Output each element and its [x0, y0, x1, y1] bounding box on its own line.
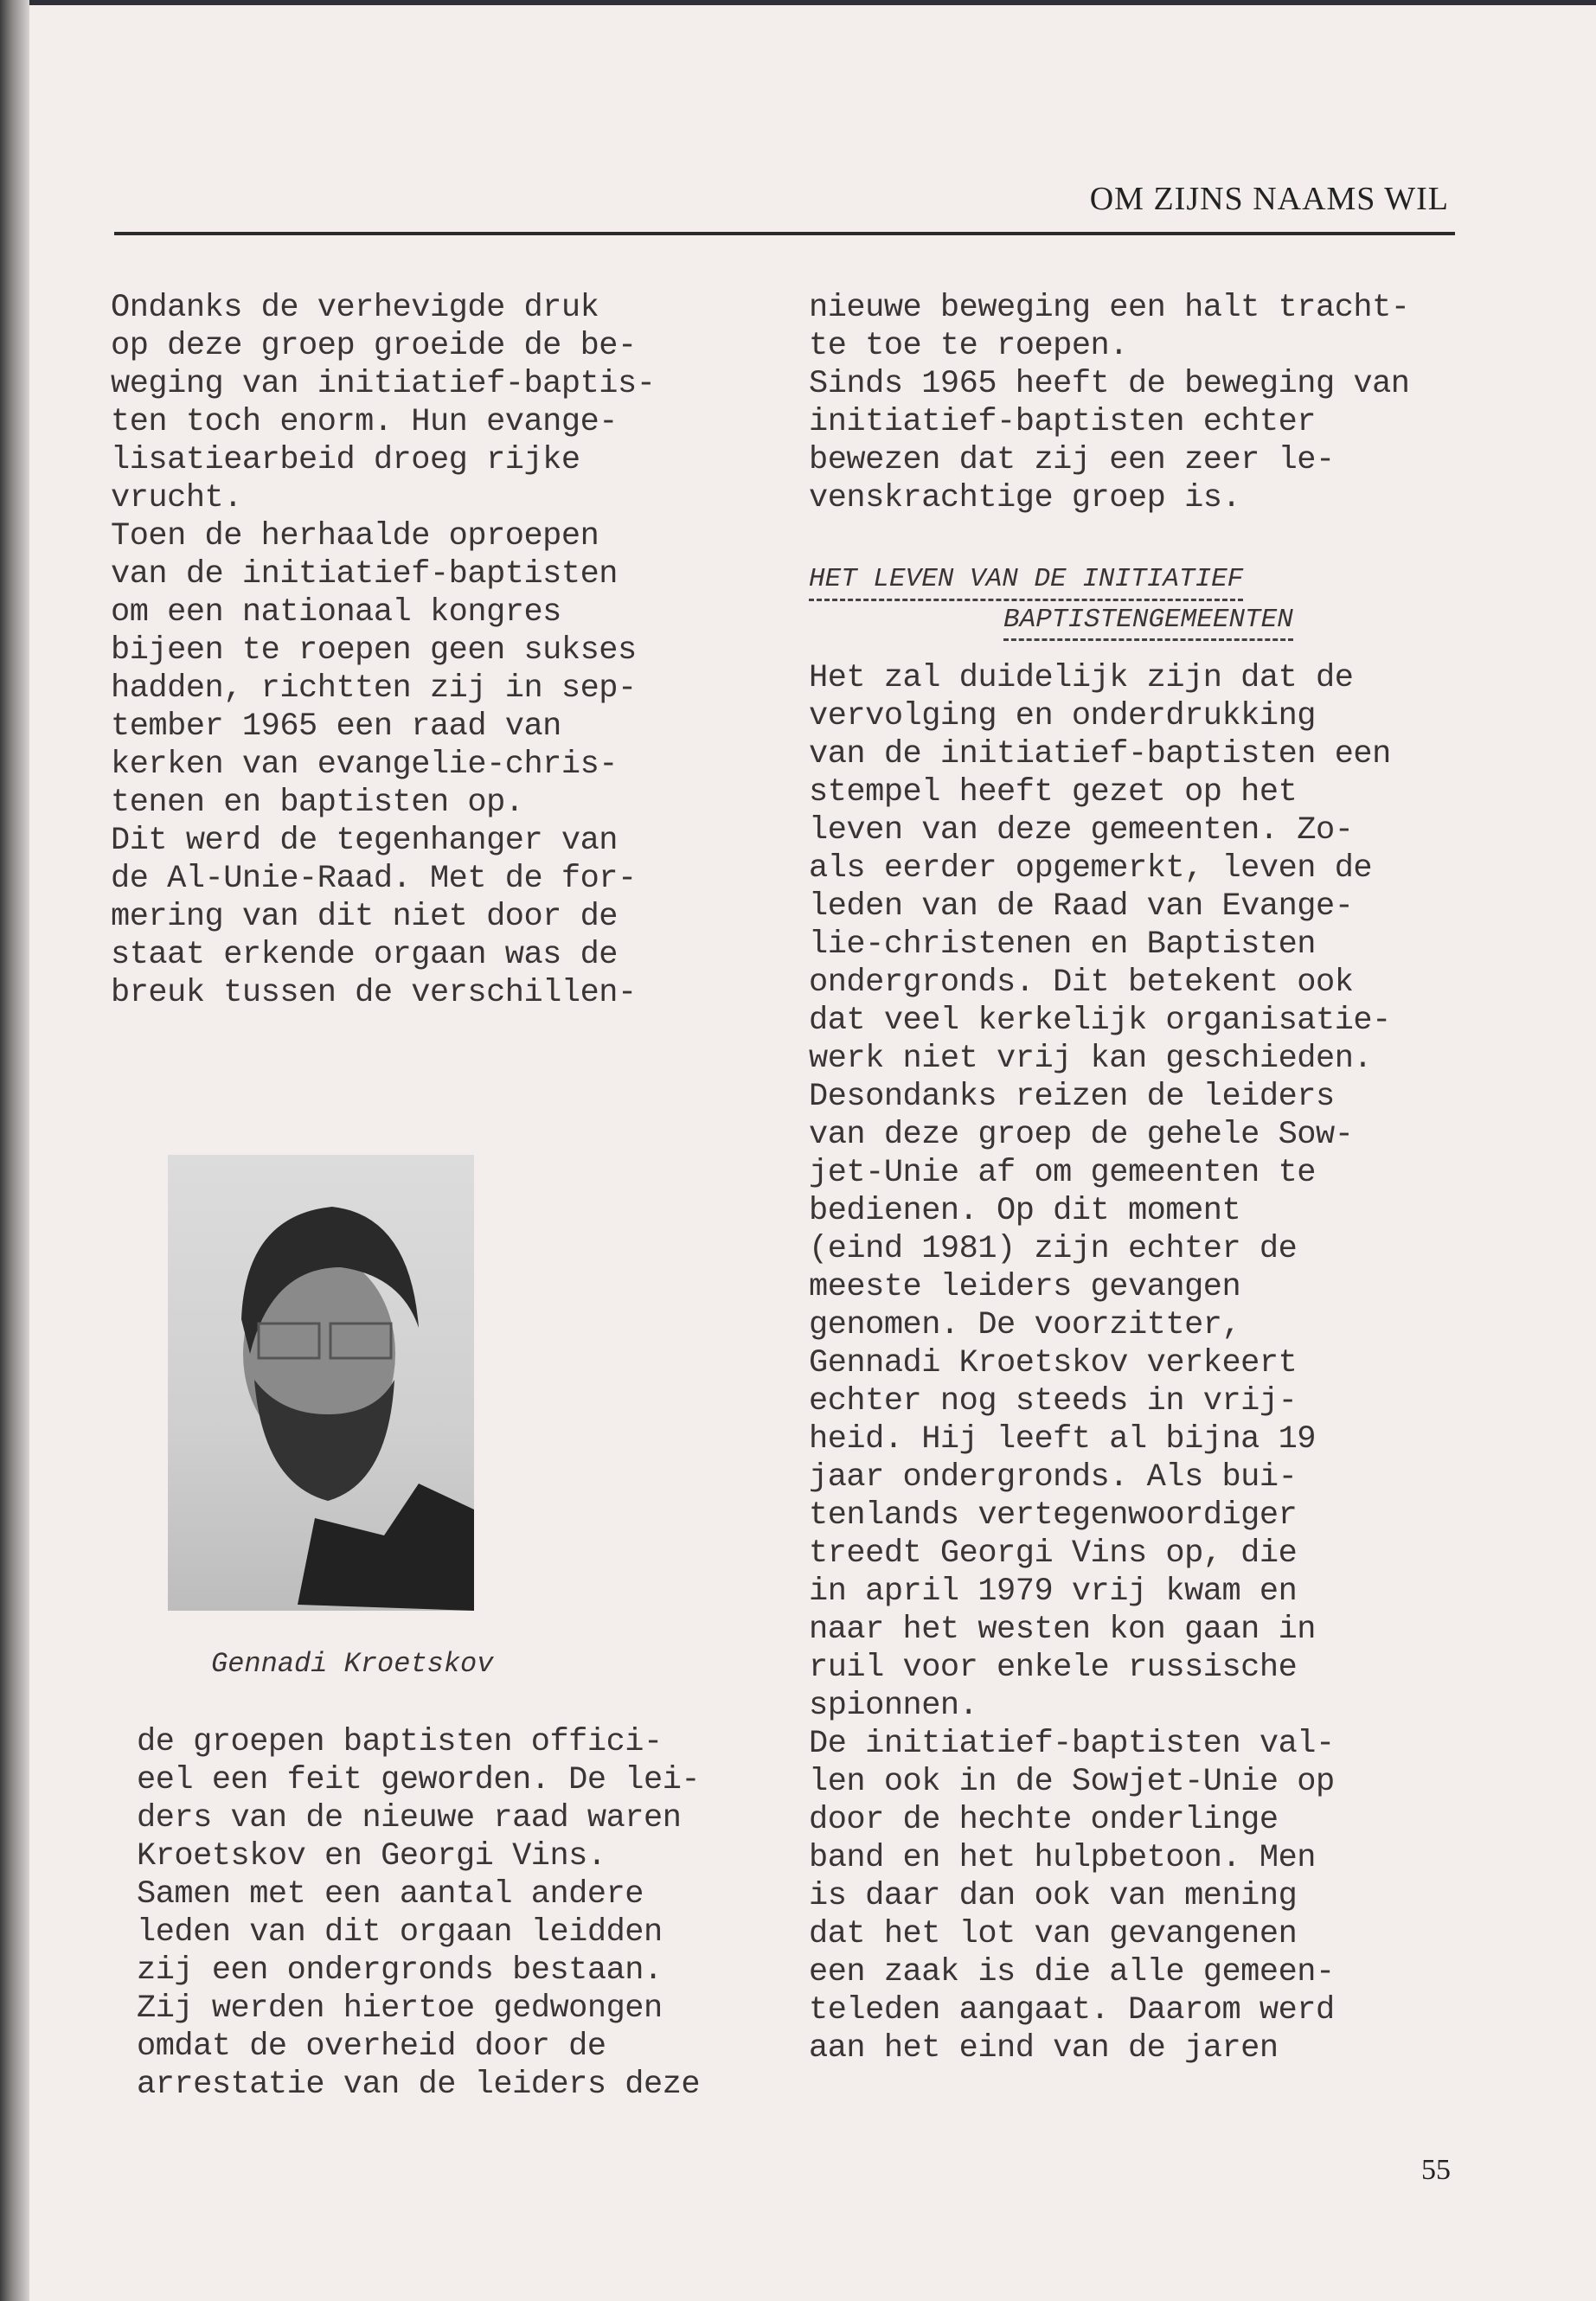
text-line: band en het hulpbetoon. Men	[809, 1840, 1316, 1876]
text-line: aan het eind van de jaren	[809, 2030, 1279, 2067]
header-rule	[114, 232, 1455, 235]
running-title: OM ZIJNS NAAMS WIL	[1089, 181, 1449, 217]
text-line: van de initiatief-baptisten	[111, 556, 618, 593]
text-line: hadden, richtten zij in sep-	[111, 670, 637, 707]
text-line: als eerder opgemerkt, leven de	[809, 850, 1373, 887]
text-line: staat erkende orgaan was de	[111, 937, 618, 973]
photo-caption: Gennadi Kroetskov	[211, 1648, 494, 1680]
text-line: Dit werd de tegenhanger van	[111, 823, 618, 859]
right-column-body-text	[809, 659, 1391, 2067]
text-line: len ook in de Sowjet-Unie op	[809, 1764, 1335, 1800]
text-line: bewezen dat zij een zeer le-	[809, 442, 1335, 478]
text-line: Toen de herhaalde oproepen	[111, 518, 599, 554]
section-heading-line1: HET LEVEN VAN DE INITIATIEF	[809, 561, 1243, 601]
text-line: initiatief-baptisten echter	[809, 404, 1316, 440]
text-line: tember 1965 een raad van	[111, 708, 561, 745]
text-line: jet-Unie af om gemeenten te	[809, 1155, 1316, 1191]
text-line: de groepen baptisten offici-	[137, 1724, 663, 1760]
text-line: mering van dit niet door de	[111, 899, 618, 935]
text-line: nieuwe beweging een halt tracht-	[809, 290, 1410, 326]
right-column-top-text	[809, 289, 1410, 517]
left-column-top-text	[111, 289, 655, 1012]
text-line: leden van dit orgaan leidden	[137, 1914, 663, 1951]
text-line: venskrachtige groep is.	[809, 480, 1241, 516]
text-line: vervolging en onderdrukking	[809, 698, 1316, 734]
text-line: omdat de overheid door de	[137, 2029, 606, 2065]
text-line: leden van de Raad van Evange-	[809, 888, 1354, 925]
text-line: treedt Georgi Vins op, die	[809, 1535, 1298, 1572]
text-line: jaar ondergronds. Als bui-	[809, 1459, 1298, 1496]
text-line: ondergronds. Dit betekent ook	[809, 965, 1354, 1001]
text-line: dat veel kerkelijk organisatie-	[809, 1003, 1391, 1039]
left-column-bottom-text	[137, 1723, 700, 2104]
text-line: bedienen. Op dit moment	[809, 1193, 1241, 1229]
text-line: eel een feit geworden. De lei-	[137, 1762, 701, 1798]
text-line: in april 1979 vrij kwam en	[809, 1574, 1298, 1610]
text-line: bijeen te roepen geen sukses	[111, 632, 637, 669]
text-line: Samen met een aantal andere	[137, 1876, 644, 1913]
text-line: van deze groep de gehele Sow-	[809, 1117, 1354, 1153]
text-line: leven van deze gemeenten. Zo-	[809, 812, 1354, 849]
text-line: lie-christenen en Baptisten	[809, 926, 1316, 963]
text-line: om een nationaal kongres	[111, 594, 561, 631]
text-line: te toe te roepen.	[809, 328, 1128, 364]
text-line: heid. Hij leeft al bijna 19	[809, 1421, 1316, 1458]
text-line: genomen. De voorzitter,	[809, 1307, 1241, 1343]
text-line: zij een ondergronds bestaan.	[137, 1952, 663, 1989]
page-number: 55	[1421, 2154, 1451, 2186]
text-line: Ondanks de verhevigde druk	[111, 290, 599, 326]
text-line: stempel heeft gezet op het	[809, 774, 1298, 811]
text-line: de Al-Unie-Raad. Met de for-	[111, 861, 637, 897]
book-spine-edge	[0, 0, 29, 2301]
text-line: tenen en baptisten op.	[111, 785, 524, 821]
page-top-edge	[0, 0, 1596, 5]
text-line: (eind 1981) zijn echter de	[809, 1231, 1298, 1267]
text-line: Desondanks reizen de leiders	[809, 1079, 1335, 1115]
section-heading-line2: BAPTISTENGEMEENTEN	[1003, 601, 1293, 641]
section-heading	[809, 561, 1293, 641]
text-line: een zaak is die alle gemeen-	[809, 1954, 1335, 1990]
text-line: Zij werden hiertoe gedwongen	[137, 1990, 663, 2027]
text-line: vrucht.	[111, 480, 242, 516]
text-line: Gennadi Kroetskov verkeert	[809, 1345, 1298, 1381]
text-line: breuk tussen de verschillen-	[111, 975, 637, 1011]
text-line: door de hechte onderlinge	[809, 1802, 1279, 1838]
text-line: dat het lot van gevangenen	[809, 1916, 1298, 1952]
text-line: van de initiatief-baptisten een	[809, 736, 1391, 772]
text-line: kerken van evangelie-chris-	[111, 747, 618, 783]
text-line: tenlands vertegenwoordiger	[809, 1497, 1298, 1534]
text-line: naar het westen kon gaan in	[809, 1612, 1316, 1648]
text-line: De initiatief-baptisten val-	[809, 1726, 1335, 1762]
text-line: op deze groep groeide de be-	[111, 328, 637, 364]
text-line: ten toch enorm. Hun evange-	[111, 404, 618, 440]
text-line: echter nog steeds in vrij-	[809, 1383, 1298, 1420]
text-line: ruil voor enkele russische	[809, 1650, 1298, 1686]
text-line: Sinds 1965 heeft de beweging van	[809, 366, 1410, 402]
text-line: ders van de nieuwe raad waren	[137, 1800, 682, 1836]
text-line: is daar dan ook van mening	[809, 1878, 1298, 1914]
text-line: arrestatie van de leiders deze	[137, 2067, 701, 2103]
text-line: meeste leiders gevangen	[809, 1269, 1241, 1305]
text-line: spionnen.	[809, 1688, 978, 1724]
text-line: Kroetskov en Georgi Vins.	[137, 1838, 606, 1875]
text-line: lisatiearbeid droeg rijke	[111, 442, 580, 478]
text-line: weging van initiatief-baptis-	[111, 366, 656, 402]
text-line: werk niet vrij kan geschieden.	[809, 1041, 1373, 1077]
text-line: teleden aangaat. Daarom werd	[809, 1992, 1335, 2029]
portrait-photo	[168, 1155, 474, 1611]
text-line: Het zal duidelijk zijn dat de	[809, 660, 1354, 696]
